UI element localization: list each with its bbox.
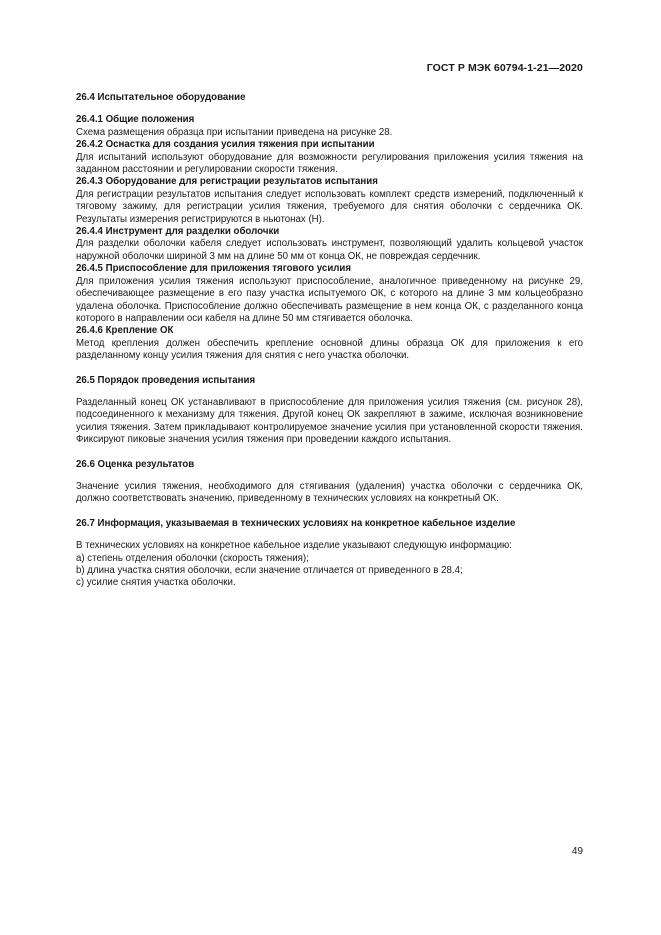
section-26-6-text: Значение усилия тяжения, необходимого для стягивания (удаления) участка оболочки с сердечника ОК, должно соответствовать значению, приведенному в технических условиях на конкретный ОК. (76, 480, 583, 505)
section-26-4-5-text: Для приложения усилия тяжения используют приспособление, аналогичное приведенному на рисунке 29, обеспечивающее размещение в его пазу участка испытуемого ОК, с которого на длине 3 мм кольцеобразно удалена оболочка. Приспособление должно обеспечивать размещение в нем конца ОК, с разделанного конца которого в направлении оси кабеля на длине 50 мм стягивается оболочка. (76, 275, 583, 324)
document-code: ГОСТ Р МЭК 60794-1-21—2020 (426, 62, 583, 74)
section-26-4-1-title: 26.4.1 Общие положения (76, 114, 195, 126)
page-body (76, 92, 583, 590)
section-26-4-6-text: Метод крепления должен обеспечить крепление основной длины образца ОК для приложения к его разделанному концу усилия тяжения для снятия с него участка оболочки. (76, 337, 583, 362)
section-26-4-3-title: 26.4.3 Оборудование для регистрации результатов испытания (76, 176, 378, 188)
section-26-4-6-title: 26.4.6 Крепление ОК (76, 325, 174, 337)
section-26-4-2-text: Для испытаний используют оборудование для возможности регулирования приложения усилия тяжения на заданном расстоянии и регулировании скорости тяжения. (76, 151, 583, 176)
section-26-4-1-text: Схема размещения образца при испытании приведена на рисунке 28. (76, 126, 393, 138)
list-item: с) усилие снятия участка оболочки. (76, 577, 236, 589)
page-number: 49 (571, 846, 583, 857)
section-26-4-5-title: 26.4.5 Приспособление для приложения тягового усилия (76, 263, 352, 275)
section-26-5-title: 26.5 Порядок проведения испытания (76, 374, 256, 386)
section-26-4-2-title: 26.4.2 Оснастка для создания усилия тяжения при испытании (76, 139, 375, 151)
section-26-7-title: 26.7 Информация, указываемая в технических условиях на конкретное кабельное изделие (76, 517, 516, 529)
section-26-4-4-text: Для разделки оболочки кабеля следует использовать инструмент, позволяющий удалить кольцевой участок наружной оболочки шириной 3 мм на длине 50 мм от конца ОК, не повреждая сердечник. (76, 238, 583, 262)
section-26-4-3-text: Для регистрации результатов испытания следует использовать комплект средств измерений, подключенный к тяговому зажиму, для регистрации усилия тяжения, требуемого для снятия оболочки с сердечника ОК. Результаты измерения регистрируются в ньютонах (Н). (76, 188, 583, 225)
section-26-4-title: 26.4 Испытательное оборудование (76, 92, 246, 103)
section-26-5-text: Разделанный конец ОК устанавливают в приспособление для приложения усилия тяжения (см. рисунок 28), подсоединенного к механизму для тяжения. Другой конец ОК закрепляют в зажиме, исключая возникновение усилия тяжения. Затем прикладывают контролируемое значение усилия при установленной скорости тяжения. Фиксируют пиковые значения усилия тяжения при проведении каждого испытания. (76, 396, 583, 446)
list-item: а) степень отделения оболочки (скорость тяжения); (76, 552, 309, 564)
section-26-4-4-title: 26.4.4 Инструмент для разделки оболочки (76, 226, 280, 238)
section-26-6-title: 26.6 Оценка результатов (76, 458, 195, 470)
section-26-7-intro: В технических условиях на конкретное кабельное изделие указывают следующую информацию: (76, 540, 512, 552)
list-item: b) длина участка снятия оболочки, если значение отличается от приведенного в 28.4; (76, 565, 463, 576)
